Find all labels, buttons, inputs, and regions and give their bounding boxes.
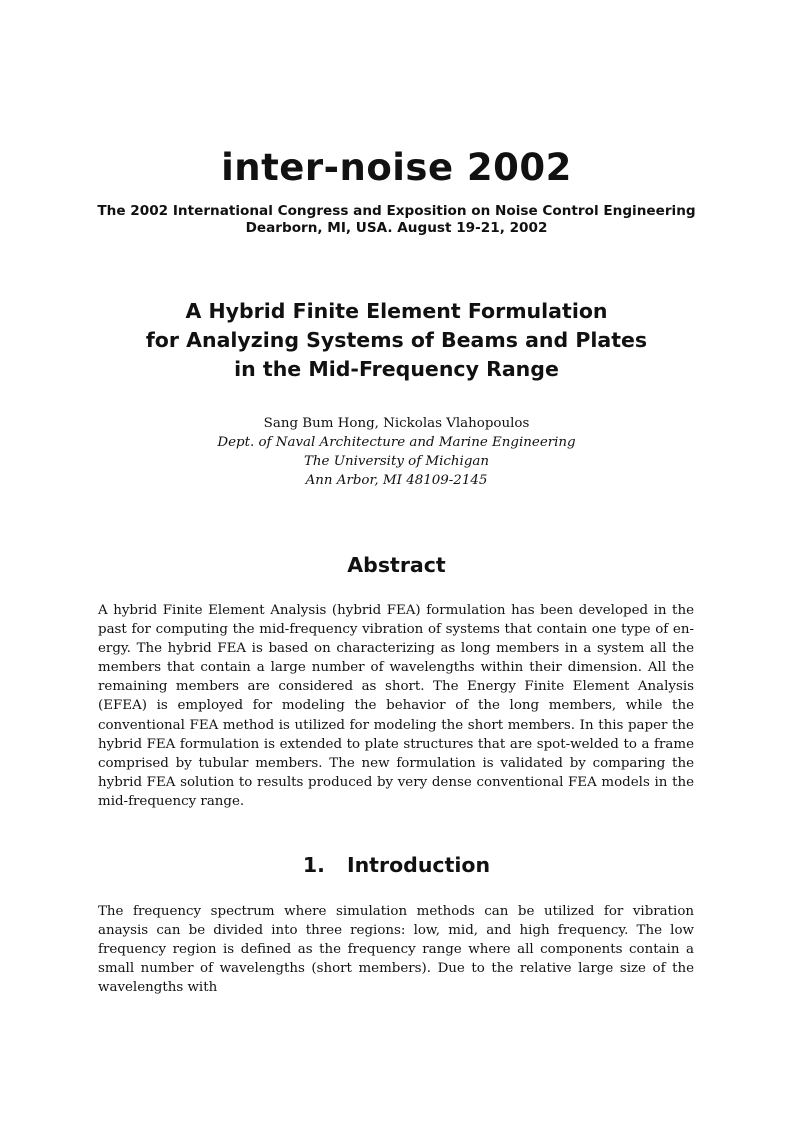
conference-line-1: The 2002 International Congress and Exposition on Noise Control Engineering [97,203,696,219]
conference-logo: inter-noise 2002 [221,146,572,189]
introduction-heading [0,852,793,878]
abstract-body: A hybrid Finite Element Analysis (hybrid FEA) formulation has been developed in the past for computing the mid-frequency vibration of systems that contain one type of energy. The hybrid FEA is based on characterizing as long members in a system all the members that contain a large number of wavelengths within their dimension. All the remaining members are considered as short. The Energy Finite Element Analysis (EFEA) is employed for modeling the behavior of the long members, while the conventional FEA method is utilized for modeling the short members. In this paper the hybrid FEA formulation is extended to plate structures that are spot-welded to a frame comprised by tubular members. The new formulation is validated by comparing the hybrid FEA solution to results produced by very dense conventional FEA models in the mid-frequency range. [98,603,694,809]
paper-title [0,297,793,384]
author-names: Sang Bum Hong, Nickolas Vlahopoulos [263,416,530,431]
introduction-body: The frequency spectrum where simulation methods can be utilized for vibration anaysis can be divided into three regions: low, mid, and high frequency. The low frequency region is defined as the frequency range where all components contain a small number of wavelengths (short members). Due to the relative large size of the wavelengths with [98,904,694,996]
abstract-heading: Abstract [347,553,446,577]
title-line-1: A Hybrid Finite Element Formulation [185,299,608,323]
affiliation-line-1: Dept. of Naval Architecture and Marine Engineering [217,435,576,450]
affiliation-line-2: The University of Michigan [303,454,490,469]
affiliation-line-3: Ann Arbor, MI 48109-2145 [305,473,488,488]
title-line-2: for Analyzing Systems of Beams and Plates [145,328,648,352]
conference-info [0,203,793,237]
section-number: 1. [302,853,325,877]
conference-line-2: Dearborn, MI, USA. August 19-21, 2002 [245,220,548,236]
title-line-3: in the Mid-Frequency Range [234,357,559,381]
section-title: Introduction [346,853,491,877]
author-block [0,414,793,490]
